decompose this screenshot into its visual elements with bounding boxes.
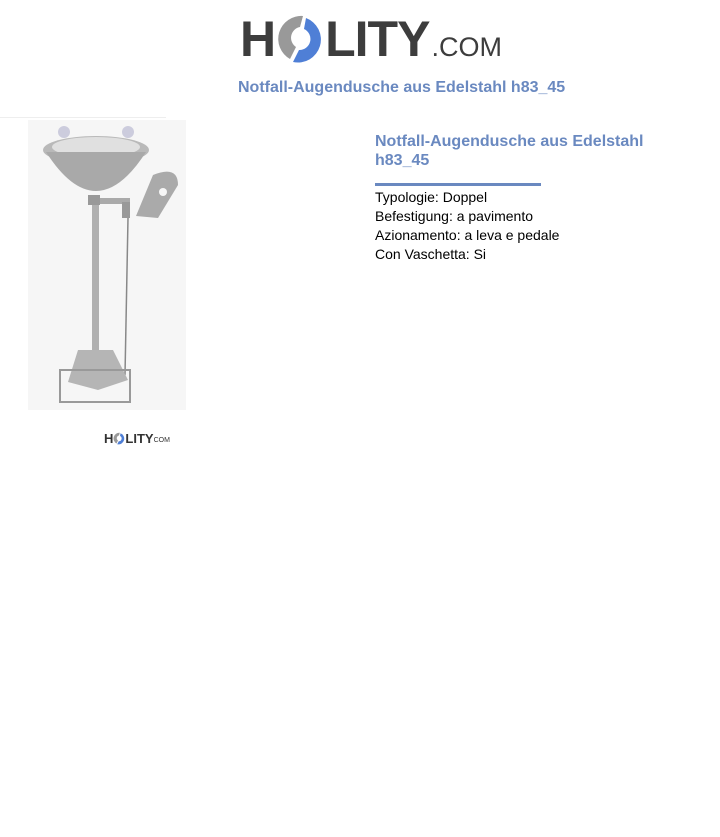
spec-befestigung: Befestigung: a pavimento <box>375 208 533 224</box>
logo-domain: .COM <box>431 32 502 62</box>
product-image[interactable] <box>28 120 186 410</box>
spec-azionamento: Azionamento: a leva e pedale <box>375 227 560 243</box>
logo-o-ring-icon <box>113 432 125 445</box>
product-image-logo: H LITY COM <box>104 431 170 446</box>
page-title: Notfall-Augendusche aus Edelstahl h83_45 <box>238 79 566 96</box>
holity-logo[interactable] <box>240 11 502 67</box>
spec-typologie: Typologie: Doppel <box>375 189 488 205</box>
spec-vaschetta: Con Vaschetta: Si <box>375 246 487 262</box>
product-title: Notfall-Augendusche aus Edelstahl h83_45 <box>375 133 644 169</box>
logo-text: LITY <box>325 11 430 67</box>
title-underline <box>375 183 541 186</box>
product-details <box>375 132 675 264</box>
logo-o-ring-icon <box>276 14 324 64</box>
logo-letter-h: H <box>240 11 276 67</box>
divider <box>0 117 166 118</box>
